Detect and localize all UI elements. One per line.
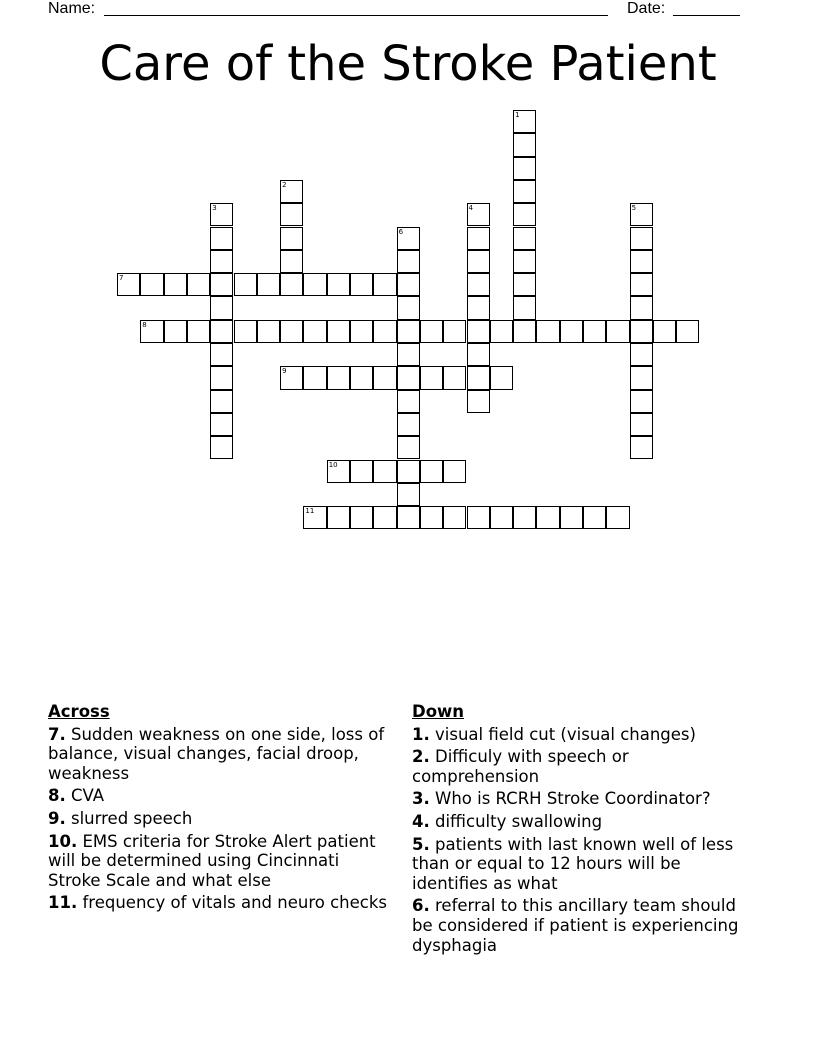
grid-cell[interactable] — [397, 390, 420, 413]
grid-cell[interactable] — [443, 460, 466, 483]
grid-cell[interactable] — [350, 366, 373, 389]
grid-cell[interactable] — [327, 506, 350, 529]
grid-cell[interactable] — [234, 273, 257, 296]
name-label: Name: — [48, 0, 96, 17]
grid-cell[interactable] — [210, 250, 233, 273]
grid-cell[interactable] — [164, 320, 187, 343]
clue-across-7: 7. Sudden weakness on one side, loss of balance, visual changes, facial droop, weakness — [48, 724, 385, 783]
clue-number: 10 — [328, 460, 338, 469]
across-heading: Across — [48, 702, 110, 721]
grid-cell[interactable] — [630, 436, 653, 459]
grid-cell[interactable] — [513, 203, 536, 226]
grid-cell[interactable] — [234, 320, 257, 343]
grid-cell[interactable] — [397, 227, 420, 250]
grid-cell[interactable] — [467, 273, 490, 296]
grid-cell[interactable] — [513, 320, 536, 343]
grid-cell[interactable] — [350, 320, 373, 343]
grid-cell[interactable] — [280, 227, 303, 250]
grid-cell[interactable] — [280, 180, 303, 203]
grid-cell[interactable] — [210, 366, 233, 389]
grid-cell[interactable] — [630, 413, 653, 436]
grid-cell[interactable] — [327, 460, 350, 483]
grid-cell[interactable] — [630, 343, 653, 366]
grid-cell[interactable] — [467, 390, 490, 413]
clue-number: 8 — [142, 320, 147, 329]
grid-cell[interactable] — [140, 320, 163, 343]
grid-cell[interactable] — [280, 273, 303, 296]
grid-cell[interactable] — [117, 273, 140, 296]
grid-cell[interactable] — [303, 506, 326, 529]
clue-across-8: 8. CVA — [48, 786, 105, 806]
grid-cell[interactable] — [420, 506, 443, 529]
grid-cell[interactable] — [210, 343, 233, 366]
grid-cell[interactable] — [397, 343, 420, 366]
grid-cell[interactable] — [513, 250, 536, 273]
grid-cell[interactable] — [513, 180, 536, 203]
down-heading: Down — [412, 702, 465, 721]
grid-cell[interactable] — [210, 296, 233, 319]
grid-cell[interactable] — [630, 320, 653, 343]
grid-cell[interactable] — [513, 296, 536, 319]
grid-cell[interactable] — [303, 273, 326, 296]
grid-cell[interactable] — [490, 320, 513, 343]
grid-cell[interactable] — [350, 506, 373, 529]
clue-number: 4 — [468, 204, 473, 213]
grid-cell[interactable] — [397, 320, 420, 343]
grid-cell[interactable] — [210, 413, 233, 436]
grid-cell[interactable] — [280, 203, 303, 226]
clue-down-5: 5. patients with last known well of less than or equal to 12 hours will be identifies as what — [412, 834, 734, 893]
grid-cell[interactable] — [210, 227, 233, 250]
grid-cell[interactable] — [630, 366, 653, 389]
grid-cell[interactable] — [630, 296, 653, 319]
grid-cell[interactable] — [303, 366, 326, 389]
grid-cell[interactable] — [210, 203, 233, 226]
clue-number: 1 — [515, 111, 520, 119]
grid-cell[interactable] — [373, 320, 396, 343]
grid-cell[interactable] — [467, 343, 490, 366]
grid-cell[interactable] — [467, 250, 490, 273]
grid-cell[interactable] — [443, 366, 466, 389]
grid-cell[interactable] — [536, 506, 559, 529]
grid-cell[interactable] — [583, 506, 606, 529]
clue-number: 7 — [119, 274, 124, 283]
grid-cell[interactable] — [397, 413, 420, 436]
grid-cell[interactable] — [513, 227, 536, 250]
grid-cell[interactable] — [397, 296, 420, 319]
grid-cell[interactable] — [513, 273, 536, 296]
grid-cell[interactable] — [467, 296, 490, 319]
grid-cell[interactable] — [583, 320, 606, 343]
grid-cell[interactable] — [560, 320, 583, 343]
grid-cell[interactable] — [327, 366, 350, 389]
grid-cell[interactable] — [397, 506, 420, 529]
grid-cell[interactable] — [606, 320, 629, 343]
clue-down-3: 3. Who is RCRH Stroke Coordinator? — [412, 789, 711, 809]
grid-cell[interactable] — [490, 366, 513, 389]
grid-cell[interactable] — [630, 250, 653, 273]
grid-cell[interactable] — [164, 273, 187, 296]
grid-cell[interactable] — [420, 366, 443, 389]
grid-cell[interactable] — [187, 320, 210, 343]
clue-number: 5 — [631, 204, 637, 213]
grid-cell[interactable] — [187, 273, 210, 296]
grid-cell[interactable] — [373, 273, 396, 296]
grid-cell[interactable] — [467, 366, 490, 389]
clue-across-11: 11. frequency of vitals and neuro checks — [48, 893, 388, 913]
grid-cell[interactable] — [676, 320, 699, 343]
grid-cell[interactable] — [397, 483, 420, 506]
clue-number: 9 — [282, 367, 287, 376]
grid-cell[interactable] — [210, 436, 233, 459]
grid-cell[interactable] — [420, 460, 443, 483]
grid-cell[interactable] — [630, 273, 653, 296]
grid-cell[interactable] — [443, 506, 466, 529]
grid-cell[interactable] — [350, 273, 373, 296]
grid-cell[interactable] — [513, 157, 536, 180]
grid-cell[interactable] — [443, 320, 466, 343]
grid-cell[interactable] — [210, 320, 233, 343]
grid-cell[interactable] — [373, 460, 396, 483]
grid-cell[interactable] — [350, 460, 373, 483]
down-clues — [412, 702, 757, 958]
grid-cell[interactable] — [280, 250, 303, 273]
grid-cell[interactable] — [467, 506, 490, 529]
clue-number: 3 — [212, 204, 217, 213]
clue-across-10: 10. EMS criteria for Stroke Alert patient will be determined using Cincinnati Stroke Scale and what else — [48, 831, 376, 890]
grid-cell[interactable] — [653, 320, 676, 343]
grid-cell[interactable] — [303, 320, 326, 343]
grid-cell[interactable] — [467, 203, 490, 226]
grid-cell[interactable] — [397, 366, 420, 389]
clue-number: 6 — [398, 227, 404, 236]
grid-cell[interactable] — [513, 506, 536, 529]
grid-cell[interactable] — [490, 506, 513, 529]
grid-cell[interactable] — [606, 506, 629, 529]
grid-cell[interactable] — [257, 320, 280, 343]
grid-cell[interactable] — [257, 273, 280, 296]
clue-down-4: 4. difficulty swallowing — [412, 811, 603, 831]
grid-cell[interactable] — [210, 273, 233, 296]
grid-cell[interactable] — [210, 390, 233, 413]
clue-across-9: 9. slurred speech — [48, 808, 193, 828]
grid-cell[interactable] — [560, 506, 583, 529]
clue-down-2: 2. Difficuly with speech or comprehension — [412, 747, 629, 786]
grid-cell[interactable] — [373, 366, 396, 389]
grid-cell[interactable] — [420, 320, 443, 343]
grid-cell[interactable] — [327, 320, 350, 343]
across-clues — [48, 702, 393, 916]
clue-down-1: 1. visual field cut (visual changes) — [412, 724, 696, 744]
grid-cell[interactable] — [327, 273, 350, 296]
grid-cell[interactable] — [630, 227, 653, 250]
page-title: Care of the Stroke Patient — [99, 36, 717, 92]
grid-cell[interactable] — [140, 273, 163, 296]
grid-cell[interactable] — [280, 320, 303, 343]
grid-cell[interactable] — [397, 436, 420, 459]
clue-number: 11 — [305, 507, 315, 516]
grid-cell[interactable] — [397, 273, 420, 296]
grid-cell[interactable] — [373, 506, 396, 529]
grid-cell[interactable] — [513, 110, 536, 133]
grid-cell[interactable] — [467, 227, 490, 250]
clue-number: 2 — [282, 180, 287, 189]
grid-cell[interactable] — [536, 320, 559, 343]
grid-cell[interactable] — [513, 133, 536, 156]
clue-down-6: 6. referral to this ancillary team should be considered if patient is experiencing dysphagia — [412, 896, 739, 955]
grid-cell[interactable] — [397, 250, 420, 273]
grid-cell[interactable] — [630, 203, 653, 226]
grid-cell[interactable] — [467, 320, 490, 343]
grid-cell[interactable] — [397, 460, 420, 483]
date-label: Date: — [627, 0, 666, 17]
grid-cell[interactable] — [630, 390, 653, 413]
grid-cell[interactable] — [280, 366, 303, 389]
